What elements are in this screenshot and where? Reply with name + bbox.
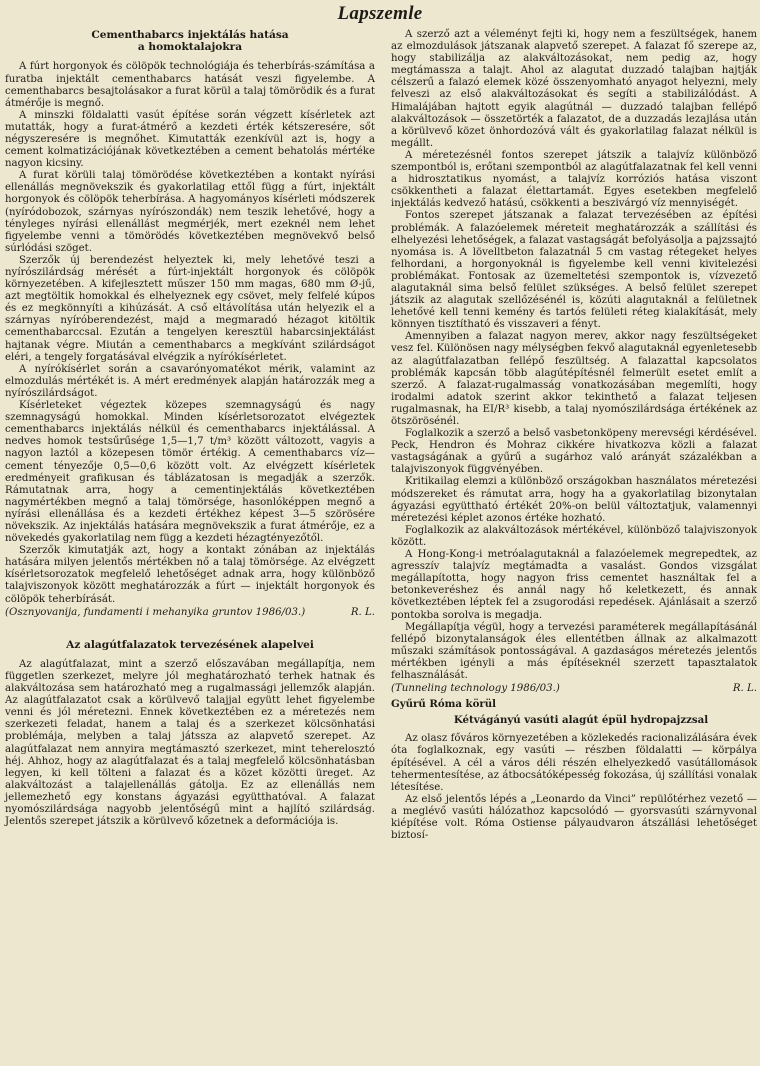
source-citation xyxy=(391,683,757,695)
source-text: (Tunneling technology 1986/03.) xyxy=(391,683,560,695)
source-citation xyxy=(5,607,375,619)
paragraph: Kritikailag elemzi a különböző országokban használatos méretezési módszereket és rámutat arra, hogy ha a gyakorlatilag bizonytalan ágyazási együttható értékét 20%-on belül változtatjuk, valamennyi méretezési képlet azonos értéke hozható. xyxy=(391,476,757,524)
paragraph: Kísérleteket végeztek közepes szemnagyságú és nagy szemnagyságú homokkal. Minden kísérletsorozatot elvégeztek cementhabarcs injektálás nélkül és cementhabarcs injektálással. A nedves homok testsűrűsége 1,5—1,7 t/m³ között változott, vagyis a nagyon laztól a közepesen tömör értékig. A cementhabarcs víz—cement tényezője 0,5—0,6 között volt. Az elvégzett kísérletek eredményeit grafikusan és táblázatosan is megadják a szerzők. Rámutatnak arra, hogy a cementinjektálás következtében nagymértékben megnő a talaj tömörsége, hasonlóképpen megnő a nyírási ellenállása és a kezdeti értékhez képest 3—5 szörösére növekszik. Az injektálás hatására megnövekszik a furat átmérője, ez a növekedés gyakorlatilag nem függ a kezdeti hézagtényezőtől. xyxy=(5,400,375,545)
paragraph: Az alagútfalazat, mint a szerző előszavában megállapítja, nem független szerkezet, melyre jól meghatározható terhek hatnak és alakváltozása sem határozható meg a rugalmassági jellemzők alapján. Az alagútfalazatot csak a körülvevő talajjal együtt lehet figyelembe venni és jól méretezni. Ennek következtében ez a méretezés nem szerkezeti feladat, hanem a talaj és a szerkezet kölcsönhatási problémája, melyben a talaj játssza az alapvető szerepet. Az alagútfalazat nem annyira megtámasztó szerkezet, mint teherelosztó héj. Ahhoz, hogy az alagútfalazat és a talaj megfelelő kölcsönhatásban legyen, ki kell tölteni a falazat és a közet közötti üreget. Az alakváltozást a talajellenállás gátolja. Ez az ellenállás nem jellemezhető egy konstans ágyazási együtthatóval. A falazat nyomószilárdsága nagyobb jelentőségű mint a hajlító szilárdság. Jelentős szerepet játszik a körülvevő kőzetnek a deformációja is. xyxy=(5,658,375,828)
author-initials: R. L. xyxy=(350,606,375,618)
paragraph: Amennyiben a falazat nagyon merev, akkor nagy feszültségeket vesz fel. Különösen nagy mélységben fekvő alagutaknál egyenletesebb az alagútfalazatban fellépő feszültség. A falazattal kapcsolatos problémák kapcsán több alagútépítésnél felmerült esetet említ a szerző. A falazat-rugalmasság vonatkozásában megemlíti, hogy irodalmi adatok szerint akkor tekinthető a falazat teljesen rugalmasnak, ha EI/R³ kisebb, a talaj nyomószilárdsága értékének az ötszörösénél. xyxy=(391,331,757,427)
paragraph: A fúrt horgonyok és cölöpök technológiája és teherbírás-számítása a furatba injektált cementhabarcs hatását veszi figyelembe. A cementhabarcs besajtolásakor a furat körül a talaj tömörödik és a furat átmérője is megnő. xyxy=(5,61,375,109)
section-masthead: Lapszemle xyxy=(337,3,423,24)
paragraph: Fontos szerepet játszanak a falazat tervezésében az építési problémák. A falazóelemek méreteit meghatározzák a szállítási és elhelyezési lehetőségek, a falazat vastagságát befolyásolja a pajzssajtó nyomása is. A lövelltbeton falazatnál 5 cm vastag rétegeket helyes felhordani, a horgonyoknál is figyelembe kell venni kivitelezési problémákat. Fontosak az üzemeltetési szempontok is, vízvezető alagutaknál sima belső felület szükséges. A belső felület szerepet játszik az alagutak szellőzésénél is, közúti alagutaknál a felületnek lehetővé kell tenni kemény és tartós felületi réteg kialakítását, mely könnyen tisztítható és visszaveri a fényt. xyxy=(391,210,757,331)
paragraph: A minszki földalatti vasút építése során végzett kísérletek azt mutatták, hogy a furat-átmérő a kezdeti érték kétszeresére, sőt négyszeresére is megnőhet. Kimutatták ezenkívül azt is, hogy a cement kolmatizációjának következtében a cement behatolás mértéke nagyon kicsiny. xyxy=(5,109,375,170)
source-text: (Osznyovanija, fundamenti i mehanyika gruntov 1986/03.) xyxy=(5,606,306,618)
article-subtitle: Kétvágányú vasúti alagút épül hydropajzzsal xyxy=(453,714,709,727)
paragraph: Foglalkozik a szerző a belső vasbetonköpeny merevségi kérdésével. Peck, Hendron és Mohraz cikkére hivatkozva közli a falazat vastagságának a gyűrű a sugárhoz való arányát százalékban a talajviszonyok függvényében. xyxy=(391,428,757,476)
paragraph: Az első jelentős lépés a „Leonardo da Vinci” repülőtérhez vezető — a meglévő vasúti hálózathoz kapcsolódó — gyorsvasúti szárnyvonal kiépítése volt. Róma Ostiense pályaudvaron átszállási lehetőséget biztosí- xyxy=(391,793,757,842)
article-title-line: Cementhabarcs injektálás hatása xyxy=(91,29,289,41)
paragraph: Foglalkozik az alakváltozások mértékével, különböző talajviszonyok között. xyxy=(391,524,757,548)
paragraph: A nyírókísérlet során a csavarónyomatékot mérik, valamint az elmozdulás mértékét is. A mért eredmények alapján határozzák meg a nyírószilárdságot. xyxy=(5,363,375,399)
article-title-line: a homoktalajokra xyxy=(137,41,243,54)
author-initials: R. L. xyxy=(732,683,757,695)
article-title xyxy=(29,639,351,651)
paragraph: A Hong-Kong-i metróalagutaknál a falazóelemek megrepedtek, az agresszív talajvíz megtámadta a vasalást. Gondos vizsgálat megállapította, hogy nagyon friss cementet használtak fel a betonkeveréshez és annál nagy hő keletkezett, és annak következtében léptek fel a zsugorodási repedések. Ajánlásait a szerző pontokba sorolva is megadja. xyxy=(391,549,757,621)
article-title-line: Az alagútfalazatok tervezésének alapelvei xyxy=(66,638,314,651)
left-column xyxy=(5,29,375,828)
paragraph: A szerző azt a véleményt fejti ki, hogy nem a feszültségek, hanem az elmozdulások játszanak alapvető szerepet. A falazat fő szerepe az, hogy stabilizálja az alakváltozásokat, nem pedig az, hogy megtámassza a talajt. Ahol az alagutat duzzadó talajban hajtják célszerű a falazó elemek közé összenyomható anyagot helyezni, mely felveszi az első alakváltozásokat és segíti a stabilizálódást. A Himalájában hajtott egyik alagútnál — duzzadó talajban fellépő alakváltozások — összetörték a falazatot, de a duzzadás lezajlása után a körülvevő közet önhordozóvá vált és gyakorlatilag falazat nélkül is megállt. xyxy=(391,29,757,149)
paragraph: Szerzők új berendezést helyeztek ki, mely lehetővé teszi a nyírószilárdság mérését a fúrt-injektált horgonyok és cölöpök környezetében. A kifejlesztett műszer 150 mm magas, 680 mm Ø-jű, azt megtöltik homokkal és elhelyeznek egy csövet, mely felfelé kúpos és ez megkönnyíti a kihúzását. A cső eltávolítása után helyezik el a szárnyas nyíróberendezést, majd a megmaradó hézagot kitöltik cementhabarccsal. Ezután a tengelyen keresztül habarcsinjektálást hajtanak végre. Miután a cementhabarcs a megkívánt szilárdságot eléri, a tengely forgatásával elvégzik a nyírókísérletet. xyxy=(5,254,375,363)
paragraph: Az olasz főváros környezetében a közlekedés racionalizálására évek óta foglalkoznak, egy vasúti — részben földalatti — körpálya építésével. A cél a város déli részén elhelyezkedő vasútállomások tehermentesítése, az átbocsátóképesség fokozása, új szállítási vonalak létesítése. xyxy=(391,733,757,793)
article-title xyxy=(29,29,351,53)
paragraph: Szerzők kimutatják azt, hogy a kontakt zónában az injektálás hatására milyen jelentős mértékben nő a talaj tömörsége. Az elvégzett kísérletsorozatok megfelelő lehetőséget adnak arra, hogy különböző talajviszonyok között meghatározzák a fúrt — injektált horgonyok és cölöpök teherbírását. xyxy=(5,545,375,605)
paragraph: A furat körüli talaj tömörödése következtében a kontakt nyírási ellenállás megnövekszik és gyakorlatilag ettől függ a fúrt, injektált horgonyok és cölöpök teherbírása. A hagyományos kísérleti módszerek (nyíródobozok, szárnyas nyírószondák) nem teszik lehetővé, hogy a tényleges nyírási ellenállást megmérjék, mert ezeknél nem lehet figyelembe venni a tömörödés következtében megnövekvő belső súrlódási szöget. xyxy=(5,170,375,254)
paragraph: Megállapítja végül, hogy a tervezési paraméterek megállapításánál fellépő bizonytalanságok éles ellentétben állnak az alkalmazott műszaki számítások pontosságával. A gazdaságos méretezés jelentős mértékben igényli a más építéseknél szerzett tapasztalatok felhasználását. xyxy=(391,621,757,681)
paragraph: A méretezésnél fontos szerepet játszik a talajvíz különböző szempontból is, erőtani szempontból az alagútfalazatnak fel kell venni a hidrosztatikus nyomást, a talajvíz korróziós hatása viszont csökkentheti a falazat élettartamát. Egyes esetekben megfelelő injektálás kedvező hatású, csökkenti a beszivárgó víz mennyiségét. xyxy=(391,149,757,210)
section-heading: Gyűrű Róma körül xyxy=(391,698,497,711)
right-column xyxy=(391,29,757,842)
